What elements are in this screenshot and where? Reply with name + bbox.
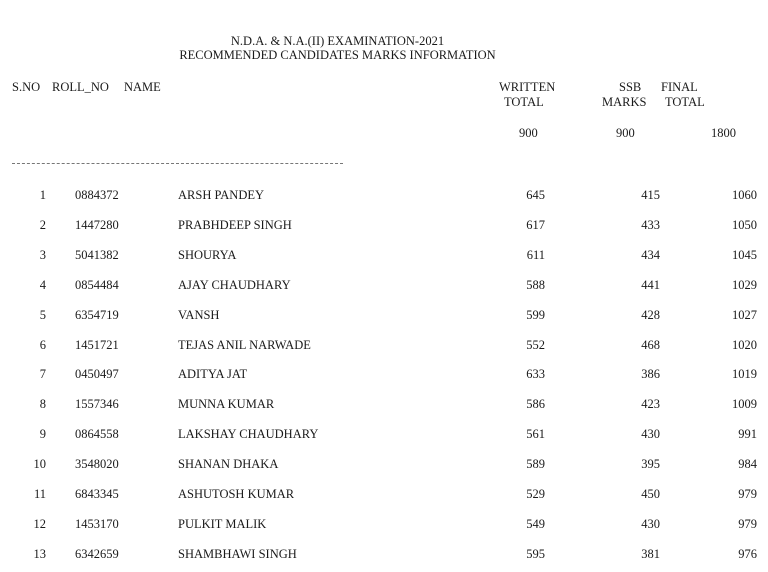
table-row: [0, 397, 768, 411]
cell-ssb-marks: 428: [641, 307, 660, 322]
cell-roll-no: 0884372: [75, 188, 119, 202]
cell-name: SHANAN DHAKA: [178, 457, 279, 472]
cell-sno: 3: [39, 247, 46, 262]
separator-line: [12, 163, 343, 164]
header-sno: S.NO: [12, 80, 41, 94]
cell-written-total: 549: [526, 516, 545, 531]
cell-name: ADITYA JAT: [178, 367, 248, 382]
cell-sno: 12: [33, 516, 46, 531]
cell-sno: 4: [39, 277, 46, 292]
table-row: [0, 188, 768, 202]
cell-ssb-marks: 441: [641, 277, 660, 292]
table-row: [0, 487, 768, 501]
cell-roll-no: 1447280: [75, 217, 119, 232]
cell-written-total: 588: [526, 277, 545, 292]
cell-ssb-marks: 423: [641, 397, 660, 412]
cell-sno: 9: [39, 427, 46, 442]
document-title: N.D.A. & N.A.(II) EXAMINATION-2021: [230, 34, 445, 48]
cell-written-total: 561: [526, 427, 545, 442]
cell-ssb-marks: 450: [641, 487, 660, 501]
cell-ssb-marks: 430: [641, 427, 660, 442]
table-row: [0, 367, 768, 381]
cell-roll-no: 6354719: [75, 307, 119, 322]
cell-final-total: 976: [738, 546, 757, 561]
cell-name: SHOURYA: [178, 247, 237, 262]
cell-written-total: 611: [526, 247, 545, 262]
table-row: [0, 338, 768, 352]
cell-roll-no: 3548020: [75, 457, 119, 472]
cell-final-total: 1029: [732, 277, 757, 292]
cell-ssb-marks: 386: [641, 367, 660, 382]
cell-final-total: 979: [738, 516, 757, 531]
header-final-line1: FINAL: [661, 80, 698, 94]
cell-roll-no: 6843345: [75, 487, 119, 501]
cell-sno: 11: [33, 487, 46, 501]
cell-final-total: 1009: [732, 397, 757, 412]
cell-ssb-marks: 395: [641, 457, 660, 472]
cell-written-total: 617: [526, 217, 545, 232]
header-roll-no: ROLL_NO: [52, 80, 109, 94]
cell-ssb-marks: 415: [641, 188, 660, 202]
cell-written-total: 589: [526, 457, 545, 472]
document-subtitle: RECOMMENDED CANDIDATES MARKS INFORMATION: [179, 48, 496, 62]
max-ssb: 900: [616, 126, 635, 140]
cell-name: SHAMBHAWI SINGH: [178, 546, 297, 561]
table-row: [0, 218, 768, 232]
header-ssb-line1: SSB: [619, 80, 642, 94]
cell-sno: 8: [39, 397, 46, 412]
header-ssb-line2: MARKS: [602, 95, 647, 109]
cell-roll-no: 0854484: [75, 277, 119, 292]
max-final: 1800: [711, 126, 736, 140]
cell-final-total: 1060: [732, 188, 757, 202]
cell-roll-no: 1453170: [75, 516, 119, 531]
cell-name: VANSH: [178, 307, 220, 322]
cell-sno: 5: [39, 307, 46, 322]
max-written: 900: [519, 126, 538, 140]
header-final-line2: TOTAL: [665, 95, 705, 109]
cell-final-total: 979: [738, 487, 757, 501]
cell-name: ARSH PANDEY: [178, 188, 265, 202]
table-row: [0, 248, 768, 262]
cell-sno: 10: [33, 457, 46, 472]
cell-roll-no: 1557346: [75, 397, 119, 412]
cell-written-total: 552: [526, 337, 545, 352]
cell-final-total: 1019: [732, 367, 757, 382]
cell-written-total: 529: [526, 487, 545, 501]
cell-written-total: 586: [526, 397, 545, 412]
cell-written-total: 645: [526, 188, 545, 202]
cell-final-total: 991: [738, 427, 757, 442]
cell-name: TEJAS ANIL NARWADE: [178, 337, 311, 352]
cell-roll-no: 1451721: [75, 337, 119, 352]
cell-roll-no: 6342659: [75, 546, 119, 561]
cell-final-total: 1050: [732, 217, 757, 232]
header-written-line2: TOTAL: [504, 95, 544, 109]
cell-ssb-marks: 381: [641, 546, 660, 561]
table-row: [0, 457, 768, 471]
cell-name: AJAY CHAUDHARY: [178, 277, 291, 292]
cell-name: PRABHDEEP SINGH: [178, 217, 292, 232]
cell-written-total: 595: [526, 546, 545, 561]
cell-sno: 13: [33, 546, 46, 561]
table-row: [0, 547, 768, 561]
cell-sno: 6: [39, 337, 46, 352]
cell-name: ASHUTOSH KUMAR: [178, 487, 295, 501]
cell-written-total: 633: [526, 367, 545, 382]
table-row: [0, 278, 768, 292]
cell-ssb-marks: 434: [641, 247, 660, 262]
cell-sno: 2: [39, 217, 46, 232]
table-row: [0, 308, 768, 322]
cell-name: PULKIT MALIK: [178, 516, 267, 531]
cell-final-total: 1027: [732, 307, 757, 322]
cell-name: LAKSHAY CHAUDHARY: [178, 427, 319, 442]
cell-ssb-marks: 430: [641, 516, 660, 531]
header-name: NAME: [124, 80, 161, 94]
table-row: [0, 427, 768, 441]
cell-sno: 1: [39, 188, 46, 202]
cell-final-total: 1020: [732, 337, 757, 352]
cell-sno: 7: [39, 367, 46, 382]
cell-roll-no: 0450497: [75, 367, 119, 382]
cell-final-total: 1045: [732, 247, 757, 262]
cell-ssb-marks: 468: [641, 337, 660, 352]
cell-name: MUNNA KUMAR: [178, 397, 275, 412]
table-row: [0, 517, 768, 531]
cell-roll-no: 5041382: [75, 247, 119, 262]
cell-written-total: 599: [526, 307, 545, 322]
cell-final-total: 984: [738, 457, 757, 472]
header-written-line1: WRITTEN: [499, 80, 556, 94]
cell-ssb-marks: 433: [641, 217, 660, 232]
cell-roll-no: 0864558: [75, 427, 119, 442]
